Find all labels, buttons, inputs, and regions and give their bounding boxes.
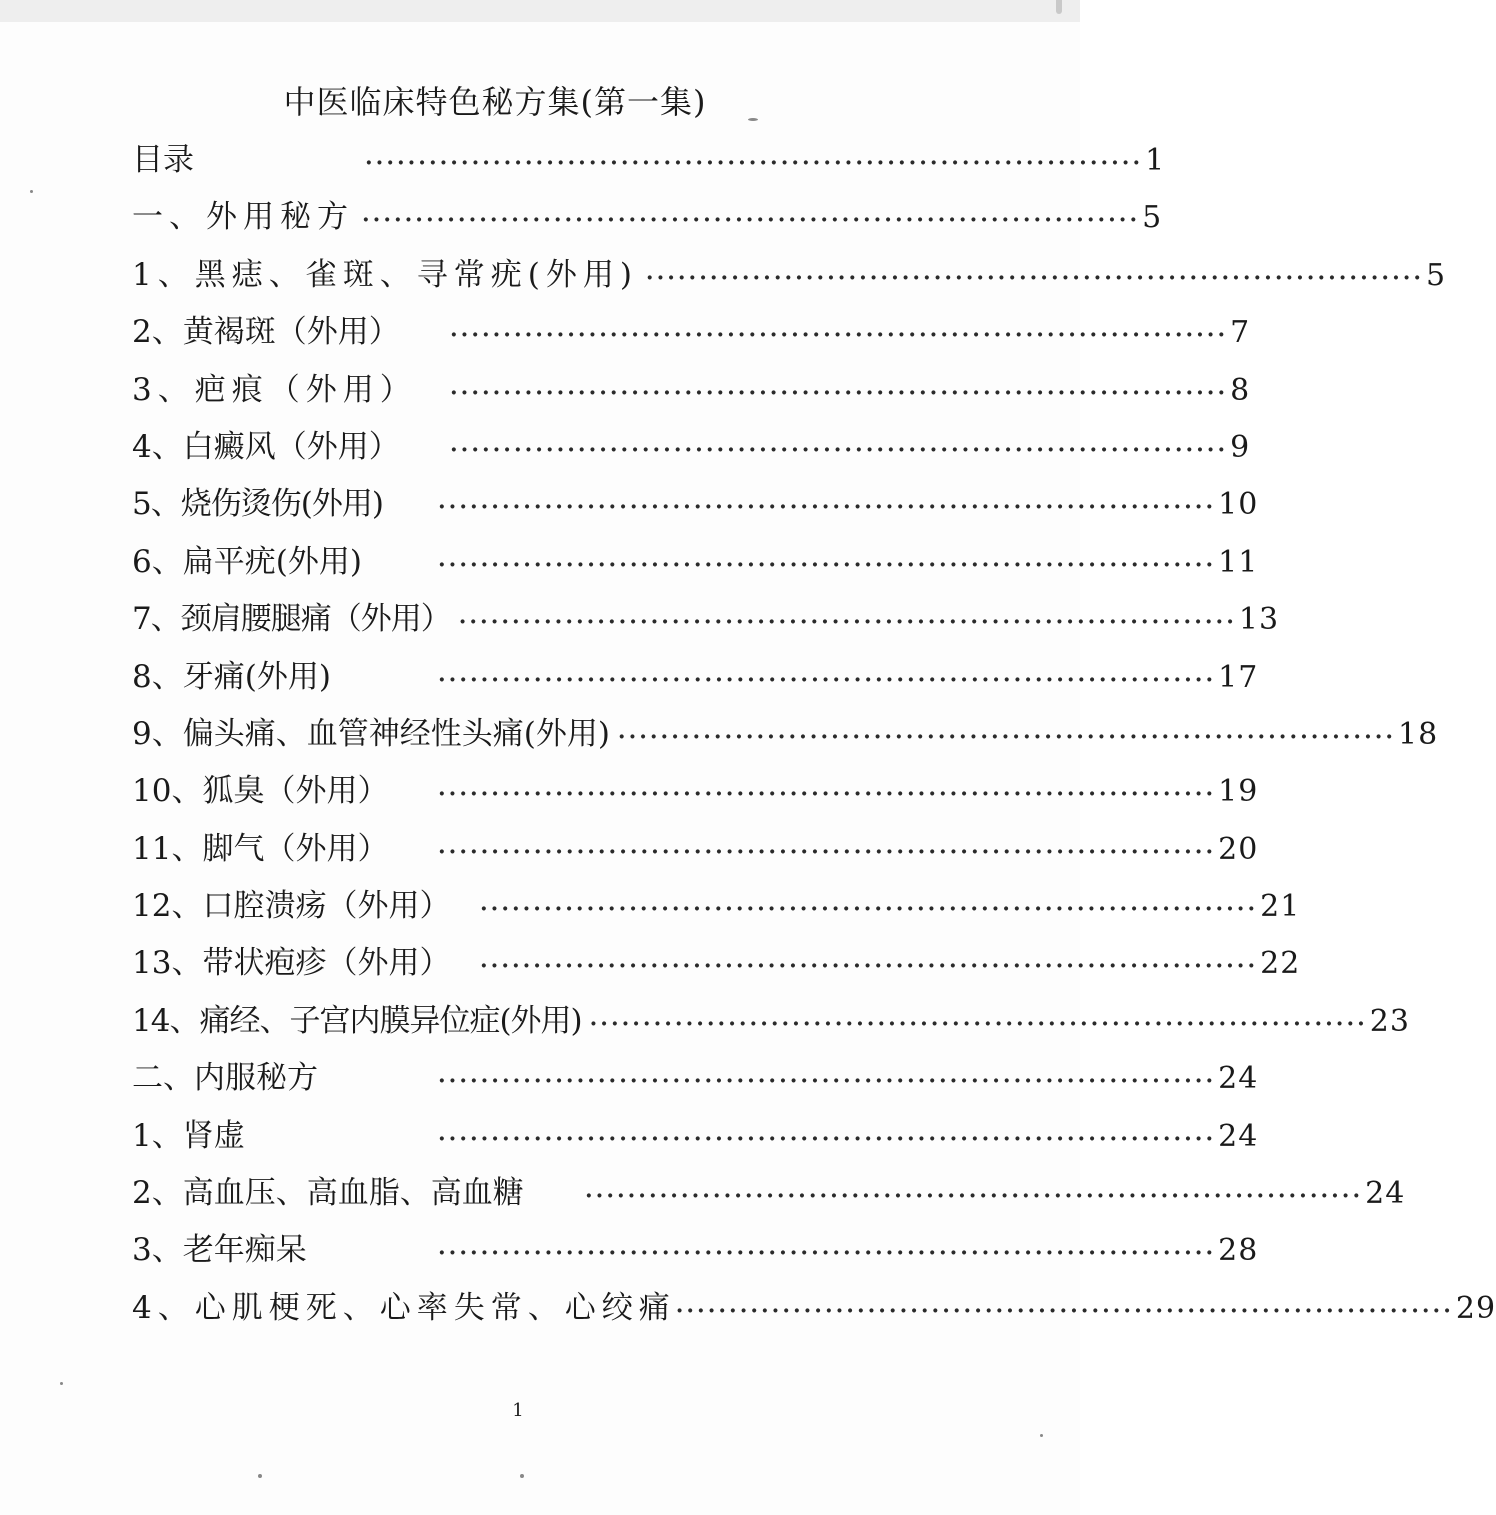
toc-entry-label: 2、黄褐斑（外用） — [132, 314, 400, 351]
document-page — [0, 22, 1496, 1515]
toc-dot-leader: ········································································· — [675, 1297, 1454, 1324]
toc-entry — [132, 1222, 1259, 1279]
toc-dot-leader: ········································································· — [450, 379, 1229, 406]
toc-entry-page: 5 — [1142, 200, 1163, 236]
toc-entry — [132, 591, 1280, 648]
toc-entry-page: 24 — [1218, 1061, 1259, 1097]
toc-entry-page: 8 — [1230, 372, 1251, 408]
toc-entry-label: 12、口腔溃疡（外用） — [132, 888, 451, 925]
toc-entry-label: 8、牙痛(外用) — [132, 658, 331, 695]
viewer-top-strip — [0, 0, 1080, 22]
toc-entry — [132, 878, 1301, 935]
toc-entry — [132, 304, 1251, 361]
toc-entry-page: 18 — [1398, 716, 1439, 752]
toc-entry-label: 4、心肌梗死、心率失常、心绞痛 — [132, 1289, 676, 1326]
scan-speck — [258, 1474, 262, 1478]
document-title: 中医临床特色秘方集(第一集) — [283, 83, 707, 121]
toc-entry — [132, 1165, 1406, 1222]
toc-entry-page: 21 — [1260, 889, 1301, 925]
toc-entry-label: 1、肾虚 — [132, 1117, 245, 1154]
toc-entry-page: 11 — [1218, 544, 1259, 580]
toc-entry — [132, 821, 1259, 878]
toc-entry — [132, 189, 1163, 246]
toc-entry — [132, 649, 1259, 706]
toc-entry-label: 7、颈肩腰腿痛（外用） — [132, 601, 451, 638]
toc-entry — [132, 476, 1259, 533]
toc-entry — [132, 1108, 1259, 1165]
toc-entry-label: 4、白癜风（外用） — [132, 428, 400, 465]
toc-entry — [132, 132, 1166, 189]
toc-entry — [132, 935, 1301, 992]
toc-entry-page: 9 — [1230, 429, 1251, 465]
toc-entry — [132, 993, 1410, 1050]
toc-dot-leader: ········································································· — [645, 264, 1425, 291]
toc-entry-label: 2、高血压、高血脂、高血糖 — [132, 1175, 524, 1212]
toc-entry-label: 6、扁平疣(外用) — [132, 543, 362, 580]
toc-dot-leader: ········································································· — [365, 150, 1144, 176]
toc-entry-page: 19 — [1218, 774, 1259, 810]
toc-entry — [132, 362, 1251, 419]
toc-entry — [132, 1050, 1259, 1107]
toc-entry-label: 10、狐臭（外用） — [132, 773, 389, 810]
scroll-indicator — [1056, 0, 1062, 14]
scan-speck — [60, 1382, 63, 1385]
toc-dot-leader: ········································································· — [480, 953, 1259, 980]
toc-entry — [132, 1280, 1496, 1337]
toc-entry-label: 3、老年痴呆 — [132, 1232, 307, 1269]
toc-entry-page: 22 — [1260, 946, 1301, 982]
toc-entry-label: 一、外用秘方 — [132, 199, 354, 236]
toc-dot-leader: ········································································· — [438, 781, 1217, 808]
page-footer-number: 1 — [512, 1400, 524, 1421]
toc-entry — [132, 763, 1259, 820]
toc-entry-page: 29 — [1455, 1290, 1496, 1326]
toc-entry-page: 5 — [1426, 257, 1447, 293]
toc-entry — [132, 247, 1447, 304]
toc-dot-leader: ········································································· — [589, 1010, 1368, 1037]
toc-dot-leader: ········································································· — [438, 838, 1217, 865]
toc-dot-leader: ········································································· — [458, 609, 1237, 636]
toc-entry-page: 24 — [1365, 1176, 1406, 1212]
toc-dot-leader: ········································································· — [438, 1125, 1217, 1152]
toc-dot-leader: ········································································· — [438, 551, 1217, 578]
toc-dot-leader: ········································································· — [617, 723, 1397, 750]
toc-entry-page: 10 — [1218, 487, 1259, 523]
toc-entry-page: 28 — [1218, 1233, 1259, 1269]
toc-entry-label: 9、偏头痛、血管神经性头痛(外用) — [132, 715, 610, 752]
toc-entry-page: 20 — [1218, 831, 1259, 867]
toc-entry-label: 目录 — [132, 142, 194, 178]
toc-entry-page: 24 — [1218, 1118, 1259, 1154]
toc-entry-label: 11、脚气（外用） — [132, 830, 389, 867]
scan-speck — [30, 190, 33, 193]
scan-speck — [1040, 1434, 1043, 1437]
toc-entry-label: 3、疤痕（外用） — [132, 371, 417, 408]
table-of-contents — [132, 132, 1496, 1337]
toc-entry-page: 17 — [1218, 659, 1259, 695]
scan-speck — [748, 118, 758, 121]
toc-entry-label: 5、烧伤烫伤(外用) — [132, 486, 383, 523]
toc-dot-leader: ········································································· — [438, 1240, 1217, 1267]
toc-entry-label: 1、黑痣、雀斑、寻常疣(外用) — [132, 256, 638, 293]
toc-entry — [132, 706, 1439, 763]
toc-dot-leader: ········································································· — [480, 896, 1259, 923]
toc-entry — [132, 419, 1251, 476]
toc-dot-leader: ········································································· — [585, 1183, 1364, 1210]
toc-dot-leader: ········································································· — [438, 494, 1217, 521]
toc-entry — [132, 534, 1259, 591]
toc-dot-leader: ········································································· — [362, 207, 1141, 234]
toc-entry-page: 7 — [1230, 315, 1251, 351]
toc-dot-leader: ········································································· — [450, 436, 1229, 463]
toc-entry-label: 14、痛经、子宫内膜异位症(外用) — [132, 1002, 582, 1039]
toc-entry-page: 1 — [1145, 143, 1166, 178]
toc-entry-page: 13 — [1238, 602, 1280, 638]
toc-entry-label: 13、带状疱疹（外用） — [132, 945, 451, 982]
toc-entry-label: 二、内服秘方 — [132, 1060, 318, 1097]
toc-dot-leader: ········································································· — [438, 1068, 1217, 1095]
toc-dot-leader: ········································································· — [438, 666, 1217, 693]
scan-speck — [520, 1474, 524, 1478]
toc-dot-leader: ········································································· — [450, 322, 1229, 349]
toc-entry-page: 23 — [1369, 1003, 1410, 1039]
